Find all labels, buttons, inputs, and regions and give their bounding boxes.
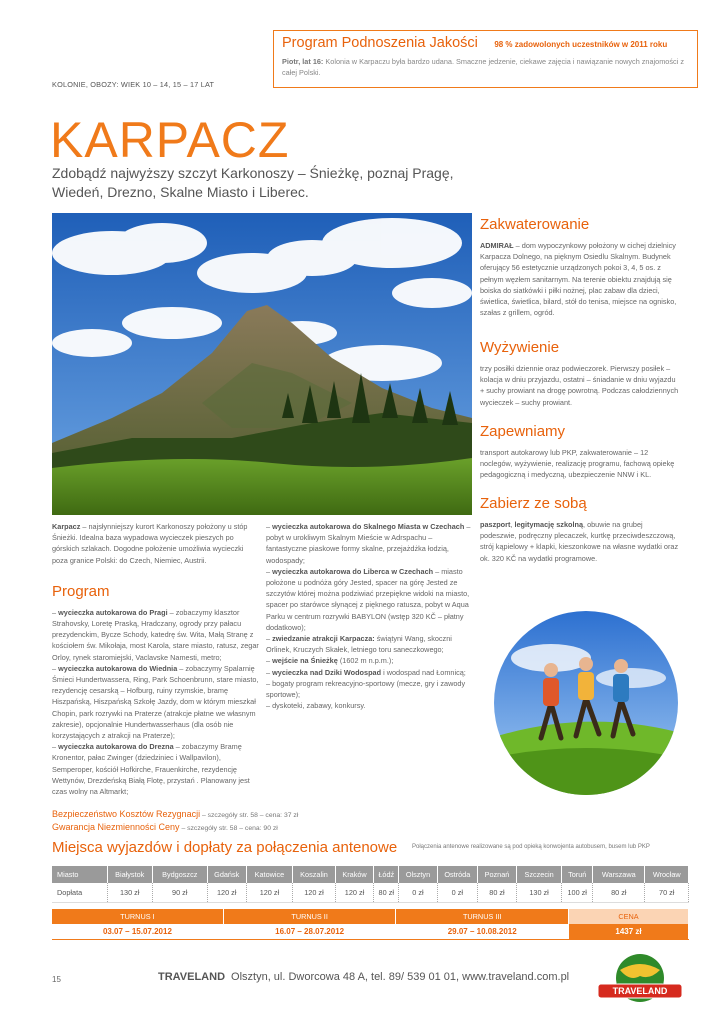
turnus-1-header: TURNUS I	[52, 909, 223, 924]
bring-body: , obuwie na grubej podeszwie, podręczny plecaczek, kurtkę przeciwdeszczową, strój kąpielowy + klapki, kieszonkowe na własne wydatki oraz ok. 320 KČ na wydatki programowe.	[480, 520, 679, 563]
departure-city: Poznań	[478, 866, 517, 883]
cancellation-insurance-line: Bezpieczeństwo Kosztów Rezygnacji – szczegóły str. 58 – cena: 37 zł	[52, 809, 299, 819]
turnus-3-header: TURNUS III	[396, 909, 569, 924]
departure-city: Warszawa	[593, 866, 645, 883]
turnus-2-dates: 16.07 – 28.07.2012	[223, 924, 396, 939]
price-value: 1437 zł	[569, 924, 689, 939]
departure-city: Gdańsk	[207, 866, 246, 883]
departure-fee: 130 zł	[107, 883, 152, 902]
traveland-logo	[590, 950, 690, 1010]
category-line: KOLONIE, OBOZY: WIEK 10 – 14, 15 – 17 LAT	[52, 80, 215, 89]
accommodation-heading: Zakwaterowanie	[480, 216, 590, 233]
departure-fee: 0 zł	[437, 883, 478, 902]
quality-author: Piotr, lat 16:	[282, 57, 324, 66]
meals-heading: Wyżywienie	[480, 339, 560, 356]
departure-fee: 80 zł	[374, 883, 399, 902]
intro-paragraph	[52, 521, 260, 566]
departures-city-label: Miasto	[52, 866, 107, 883]
body-column-2	[266, 521, 472, 711]
bring-label-passport: paszport	[480, 520, 511, 529]
logo-text: TRAVELAND	[612, 986, 668, 996]
program-item-disco: – dyskoteki, zabawy, konkursy.	[266, 701, 366, 711]
departure-city: Koszalin	[292, 866, 335, 883]
departure-city: Szczecin	[516, 866, 561, 883]
turnus-value-row	[52, 924, 689, 939]
departure-fee: 130 zł	[516, 883, 561, 902]
quality-title: Program Podnoszenia Jakości	[282, 35, 478, 51]
departure-city: Białystok	[107, 866, 152, 883]
departures-fee-label: Dopłata	[52, 883, 107, 902]
program-item-vienna: – wycieczka autokarowa do Wiednia – zobaczymy Spalarnię Śmieci Hundertwassera, Ring, Park Schoenbrunn, stare miasto, rezydencję cesarską – Hofburg, ruiny rzymskie, bramę Hiszpańską, Hiszpańską Szkołę Jazdy, dom w którym mieszkał Chopin, park rozrywki na Praterze (atrakcje płatne we własnym zakresie), opcjonalnie Hundertwasserhaus (dla osób nie korzystających z atrakcji na Praterze);	[52, 663, 259, 741]
departure-city: Bydgoszcz	[152, 866, 207, 883]
accommodation-body: – dom wypoczynkowy położony w cichej dzielnicy Karpacza Dolnego, na pięknym Osiedlu Skalnym. Budynek oferujący 56 estetycznie urządzonych pokoi 3, 4, 5 os. z pełnym węzłem sanitarnym. Na terenie obiektu znajdują się boiska do siatkówki i piłki nożnej, plac zabaw dla dzieci, świetlica, świetlica, bilard, stół do tenisa, miejsce na ognisko, szałas z grillem, ogród.	[480, 241, 677, 318]
departure-city: Toruń	[562, 866, 593, 883]
hikers-photo	[491, 608, 681, 798]
meals-text: trzy posiłki dziennie oraz podwieczorek. Pierwszy posiłek – kolacja w dniu przyjazdu, ostatni – śniadanie w dniu wyjazdu + suchy prowiant na drogę powrotną. Podczas całodziennych wycieczek – suchy prowiant.	[480, 364, 679, 407]
included-text: transport autokarowy lub PKP, zakwaterowanie – 12 noclegów, wyżywienie, realizację programu, fachową opiekę pedagogiczną i medyczną, ubezpieczenie NNW i KL.	[480, 448, 675, 480]
program-heading: Program	[52, 582, 110, 600]
body-column-1	[52, 521, 260, 797]
quality-program-box	[273, 30, 698, 88]
quality-quote-text: Kolonia w Karpaczu była bardzo udana. Smaczne jedzenie, ciekawe zajęcia i nawiązanie nowych znajomości z całej Polski.	[282, 57, 684, 77]
turnus-1-dates: 03.07 – 15.07.2012	[52, 924, 223, 939]
page-title: KARPACZ	[50, 112, 290, 168]
footer-address: Olsztyn, ul. Dworcowa 48 A, tel. 89/ 539 01 01, www.traveland.com.pl	[231, 971, 570, 983]
price-guarantee-line: Gwarancja Niezmienności Ceny – szczegóły str. 58 – cena: 90 zł	[52, 822, 278, 832]
program-item-waterfall: – wycieczka nad Dziki Wodospad i wodospad nad Łomnicą;	[266, 667, 466, 677]
bring-section	[480, 494, 680, 564]
cancellation-insurance-label[interactable]: Bezpieczeństwo Kosztów Rezygnacji	[52, 809, 201, 819]
included-section	[480, 422, 680, 481]
meals-section	[480, 338, 680, 408]
departure-city: Katowice	[246, 866, 292, 883]
departure-fee: 0 zł	[399, 883, 437, 902]
departure-fee: 80 zł	[593, 883, 645, 902]
mountain-photo	[52, 213, 472, 515]
program-item-rock-city: – wycieczka autokarowa do Skalnego Miasta w Czechach – pobyt w urokliwym Skalnym Mieście w Adrspachu – fantastyczne piaskowe formy skalne, przejażdżka łodzią, wodospady;	[266, 522, 471, 565]
program-item-liberec: – wycieczka autokarowa do Liberca w Czechach – miasto położone u podnóża góry Jested, spacer na górę Jested ze szczytów której można podziwiać przepiękne widoki na miasto, spacer po starówce słynącej z pięknego ratusza, pobyt w Aqua Parku w centrum rozrywki BABYLON (wstęp 320 KČ – płatny dodatkowo);	[266, 566, 470, 632]
departure-fee: 100 zł	[562, 883, 593, 902]
program-item-sports: – bogaty program rekreacyjno-sportowy (mecze, gry i zawody sportowe);	[266, 678, 466, 700]
bring-heading: Zabierz ze sobą	[480, 495, 587, 512]
departure-fee: 120 zł	[246, 883, 292, 902]
accommodation-text	[480, 240, 680, 318]
quality-quote	[282, 56, 689, 78]
departures-note: Połączenia antenowe realizowane są pod opieką konwojenta autobusem, busem lub PKP	[412, 844, 650, 850]
price-header: CENA	[569, 909, 689, 924]
turnus-table	[52, 909, 689, 940]
program-item-sniezka: – wejście na Śnieżkę (1602 m n.p.m.);	[266, 656, 394, 666]
departure-fee: 70 zł	[645, 883, 689, 902]
turnus-header-row	[52, 909, 689, 924]
departures-heading: Miejsca wyjazdów i dopłaty za połączenia antenowe	[52, 839, 398, 856]
program-item-karpacz: – zwiedzanie atrakcji Karpacza: świątyni Wang, skoczni Orlinek, Kruczych Skałek, letniego toru saneczkowego;	[266, 634, 452, 655]
turnus-2-header: TURNUS II	[223, 909, 396, 924]
program-item-prague: – wycieczka autokarowa do Pragi – zobaczymy klasztor Strahovsky, Loretę Praską, Hradczany, ogrody przy pałacu prezydenckim, Bycze Schody, katedrę św. Wita, Małą Stranę z kościołem św. Mikołaja, most Karola, stare miasto, ratusz, zegar Orloy, rynek staromiejski, Vaclavske Namesti, metro;	[52, 607, 259, 662]
accommodation-label: ADMIRAŁ	[480, 241, 514, 250]
departure-city: Kraków	[335, 866, 373, 883]
turnus-3-dates: 29.07 – 10.08.2012	[396, 924, 569, 939]
program-item-dresden: – wycieczka autokarowa do Drezna – zobaczymy Bramę Kronentor, pałac Zwinger (dziedziniec i Wallpavilon), Semperoper, kościół Hofkirche, Frauenkirche, rezydencję Wettynów, Drezdeńską Białą Flotę, przystań . Planowany jest czas wolny na Altmarkt;	[52, 742, 250, 797]
departure-fee: 120 zł	[207, 883, 246, 902]
accommodation-section	[480, 215, 680, 318]
departure-fee: 90 zł	[152, 883, 207, 902]
page-number: 15	[52, 975, 61, 984]
quality-stat: 98 % zadowolonych uczestników w 2011 roku	[494, 40, 668, 49]
departure-city: Łódź	[374, 866, 399, 883]
departures-fee-row	[52, 883, 689, 902]
bring-label-id: legitymację szkolną	[514, 520, 584, 529]
price-guarantee-label[interactable]: Gwarancja Niezmienności Ceny	[52, 822, 180, 832]
page-subtitle: Zdobądź najwyższy szczyt Karkonoszy – Śnieżkę, poznaj Pragę, Wiedeń, Drezno, Skalne Miasto i Liberec.	[52, 165, 454, 200]
departure-fee: 120 zł	[335, 883, 373, 902]
intro-name: Karpacz	[52, 522, 81, 531]
departure-city: Wrocław	[645, 866, 689, 883]
departure-city: Ostróda	[437, 866, 478, 883]
footer-brand: TRAVELAND	[158, 971, 226, 983]
intro-text: – najsłynniejszy kurort Karkonoszy położony u stóp Śnieżki. Idealna baza wypadowa wycieczek pieszych po górskich szlakach. Dogodne położenie umożliwia wycieczki poza granice Polski: do Czech, Niemiec, Austrii.	[52, 522, 248, 565]
departures-city-row	[52, 866, 689, 883]
bring-text: paszport, legitymację szkolną, obuwie na grubej podeszwie, podręczny plecaczek, kurtkę przeciwdeszczową, strój kąpielowy + klapki, kieszonkowe na własne wydatki oraz ok. 320 KČ na wydatki programowe.	[480, 520, 679, 563]
departures-table	[52, 866, 689, 903]
included-heading: Zapewniamy	[480, 423, 566, 440]
departure-city: Olsztyn	[399, 866, 437, 883]
footer-contact	[158, 971, 569, 983]
departure-fee: 120 zł	[292, 883, 335, 902]
departure-fee: 80 zł	[478, 883, 517, 902]
